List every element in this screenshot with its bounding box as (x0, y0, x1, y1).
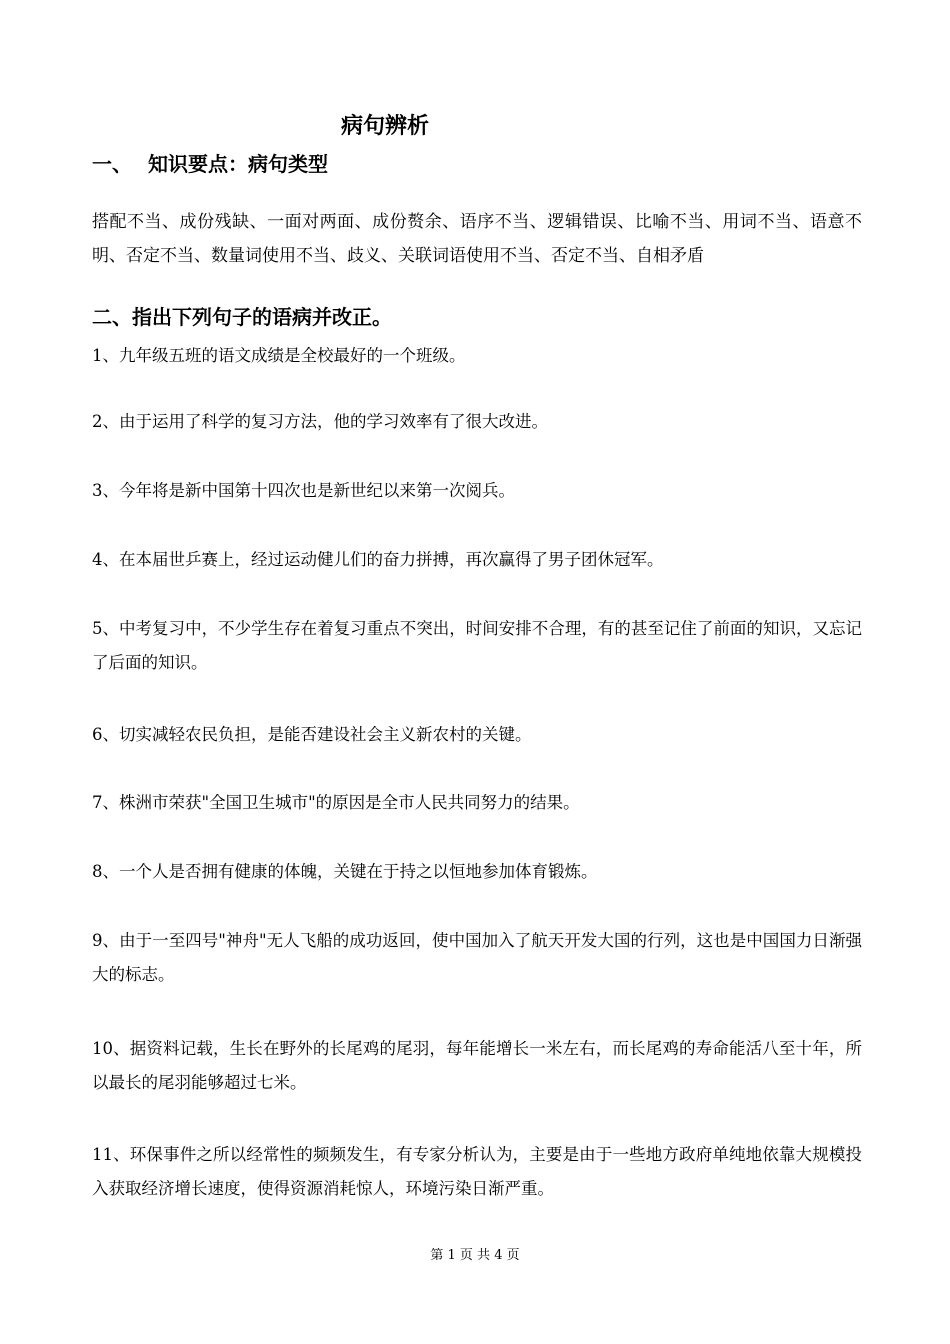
exercise-item: 3、今年将是新中国第十四次也是新世纪以来第一次阅兵。 (92, 481, 515, 500)
section-heading-exercises: 二、指出下列句子的语病并改正。 (92, 305, 392, 329)
exercise-item: 9、由于一至四号"神舟"无人飞船的成功返回，使中国加入了航天开发大国的行列，这也是中国国力日渐强大的标志。 (92, 931, 862, 984)
section-number: 一、 (92, 152, 132, 176)
exercise-item: 11、环保事件之所以经常性的频频发生，有专家分析认为，主要是由于一些地方政府单纯地依靠大规模投入获取经济增长速度，使得资源消耗惊人，环境污染日渐严重。 (92, 1145, 862, 1198)
exercise-item: 4、在本届世乒赛上，经过运动健儿们的奋力拼搏，再次赢得了男子团休冠军。 (92, 550, 664, 569)
exercise-item: 7、株洲市荣获"全国卫生城市"的原因是全市人民共同努力的结果。 (92, 793, 580, 812)
exercise-item: 5、中考复习中，不少学生存在着复习重点不突出，时间安排不合理，有的甚至记住了前面的知识，又忘记了后面的知识。 (92, 619, 862, 672)
section-heading-knowledge (92, 150, 328, 178)
sentence-types-paragraph: 搭配不当、成份残缺、一面对两面、成份赘余、语序不当、逻辑错误、比喻不当、用词不当、语意不明、否定不当、数量词使用不当、歧义、关联词语使用不当、否定不当、自相矛盾 (92, 212, 862, 266)
exercise-item: 1、九年级五班的语文成绩是全校最好的一个班级。 (92, 346, 466, 365)
page-number-footer: 第 1 页 共 4 页 (430, 1248, 520, 1263)
exercise-item: 10、据资料记载，生长在野外的长尾鸡的尾羽，每年能增长一米左右，而长尾鸡的寿命能活八至十年，所以最长的尾羽能够超过七米。 (92, 1039, 862, 1092)
exercise-item: 6、切实减轻农民负担，是能否建设社会主义新农村的关键。 (92, 725, 532, 744)
page-title: 病句辨析 (340, 114, 429, 139)
exercise-item: 8、一个人是否拥有健康的体魄，关键在于持之以恒地参加体育锻炼。 (92, 862, 598, 881)
exercise-item: 2、由于运用了科学的复习方法，他的学习效率有了很大改进。 (92, 412, 548, 431)
section-title: 知识要点：病句类型 (148, 152, 328, 176)
